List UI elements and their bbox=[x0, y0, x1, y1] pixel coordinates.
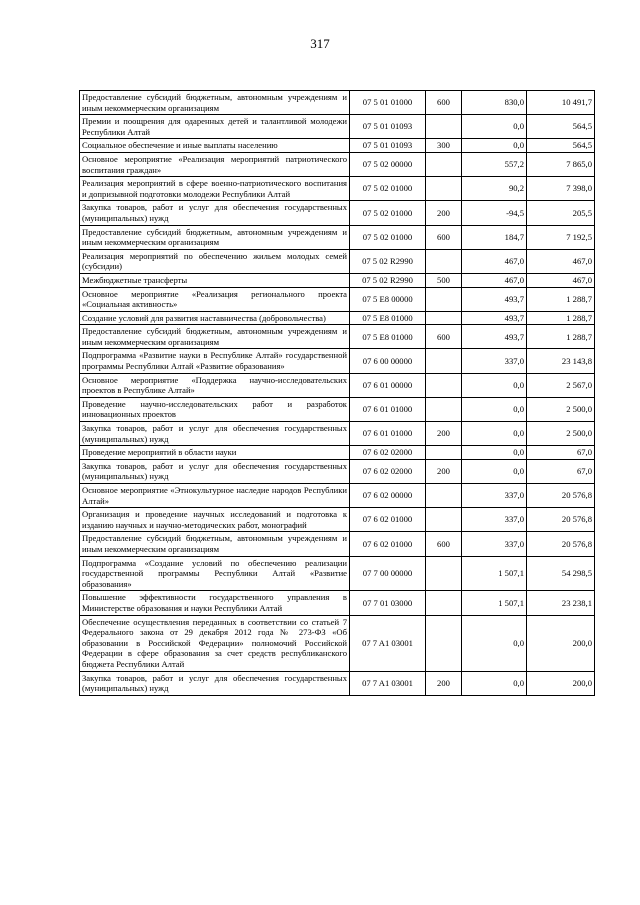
target-article-code-cell: 07 5 02 R2990 bbox=[350, 273, 426, 287]
row-name-cell: Социальное обеспечение и иные выплаты населению bbox=[80, 139, 350, 153]
table-row bbox=[80, 459, 595, 483]
table-row bbox=[80, 615, 595, 671]
table-row bbox=[80, 225, 595, 249]
amount-total-cell: 7 398,0 bbox=[527, 177, 595, 201]
row-name-cell: Создание условий для развития наставничества (добровольчества) bbox=[80, 311, 350, 325]
amount-change-cell: 337,0 bbox=[462, 532, 527, 556]
expense-type-code-cell bbox=[426, 152, 462, 176]
target-article-code-cell: 07 6 01 00000 bbox=[350, 373, 426, 397]
amount-change-cell: 0,0 bbox=[462, 139, 527, 153]
row-name-cell: Основное мероприятие «Поддержка научно-исследовательских проектов в Республике Алтай» bbox=[80, 373, 350, 397]
target-article-code-cell: 07 6 02 01000 bbox=[350, 508, 426, 532]
expense-type-code-cell bbox=[426, 311, 462, 325]
table-row bbox=[80, 152, 595, 176]
table-row bbox=[80, 287, 595, 311]
amount-total-cell: 10 491,7 bbox=[527, 91, 595, 115]
expense-type-code-cell bbox=[426, 177, 462, 201]
amount-total-cell: 1 288,7 bbox=[527, 325, 595, 349]
amount-change-cell: 337,0 bbox=[462, 349, 527, 373]
expense-type-code-cell bbox=[426, 287, 462, 311]
row-name-cell: Реализация мероприятий в сфере военно-патриотического воспитания и допризывной подготовки молодежи Республики Алтай bbox=[80, 177, 350, 201]
row-name-cell: Закупка товаров, работ и услуг для обеспечения государственных (муниципальных) нужд bbox=[80, 422, 350, 446]
table-row bbox=[80, 139, 595, 153]
amount-change-cell: 0,0 bbox=[462, 459, 527, 483]
amount-change-cell: 1 507,1 bbox=[462, 556, 527, 591]
expense-type-code-cell bbox=[426, 115, 462, 139]
amount-total-cell: 467,0 bbox=[527, 249, 595, 273]
amount-change-cell: -94,5 bbox=[462, 201, 527, 225]
amount-total-cell: 205,5 bbox=[527, 201, 595, 225]
amount-total-cell: 2 500,0 bbox=[527, 422, 595, 446]
row-name-cell: Предоставление субсидий бюджетным, автономным учреждениям и иным некоммерческим организациям bbox=[80, 532, 350, 556]
amount-total-cell: 20 576,8 bbox=[527, 508, 595, 532]
target-article-code-cell: 07 5 01 01093 bbox=[350, 115, 426, 139]
amount-total-cell: 1 288,7 bbox=[527, 287, 595, 311]
expense-type-code-cell: 600 bbox=[426, 325, 462, 349]
amount-total-cell: 67,0 bbox=[527, 459, 595, 483]
expense-type-code-cell: 600 bbox=[426, 532, 462, 556]
amount-change-cell: 0,0 bbox=[462, 446, 527, 460]
target-article-code-cell: 07 5 02 01000 bbox=[350, 201, 426, 225]
amount-change-cell: 830,0 bbox=[462, 91, 527, 115]
amount-change-cell: 0,0 bbox=[462, 397, 527, 421]
amount-change-cell: 557,2 bbox=[462, 152, 527, 176]
expense-type-code-cell: 200 bbox=[426, 459, 462, 483]
amount-change-cell: 337,0 bbox=[462, 484, 527, 508]
table-row bbox=[80, 201, 595, 225]
row-name-cell: Закупка товаров, работ и услуг для обеспечения государственных (муниципальных) нужд bbox=[80, 201, 350, 225]
expense-type-code-cell: 600 bbox=[426, 225, 462, 249]
expense-type-code-cell bbox=[426, 556, 462, 591]
row-name-cell: Предоставление субсидий бюджетным, автономным учреждениям и иным некоммерческим организациям bbox=[80, 225, 350, 249]
amount-change-cell: 0,0 bbox=[462, 373, 527, 397]
target-article-code-cell: 07 5 02 01000 bbox=[350, 225, 426, 249]
expense-type-code-cell bbox=[426, 349, 462, 373]
amount-total-cell: 7 192,5 bbox=[527, 225, 595, 249]
row-name-cell: Проведение мероприятий в области науки bbox=[80, 446, 350, 460]
table-row bbox=[80, 349, 595, 373]
expense-type-code-cell bbox=[426, 484, 462, 508]
target-article-code-cell: 07 5 02 00000 bbox=[350, 152, 426, 176]
row-name-cell: Подпрограмма «Создание условий по обеспечению реализации государственной программы Республики Алтай «Развитие образования» bbox=[80, 556, 350, 591]
row-name-cell: Предоставление субсидий бюджетным, автономным учреждениям и иным некоммерческим организациям bbox=[80, 91, 350, 115]
expense-type-code-cell bbox=[426, 249, 462, 273]
amount-total-cell: 2 567,0 bbox=[527, 373, 595, 397]
table-row bbox=[80, 311, 595, 325]
amount-total-cell: 564,5 bbox=[527, 139, 595, 153]
amount-change-cell: 90,2 bbox=[462, 177, 527, 201]
target-article-code-cell: 07 5 01 01093 bbox=[350, 139, 426, 153]
amount-change-cell: 1 507,1 bbox=[462, 591, 527, 615]
amount-change-cell: 493,7 bbox=[462, 287, 527, 311]
target-article-code-cell: 07 6 02 01000 bbox=[350, 532, 426, 556]
amount-change-cell: 184,7 bbox=[462, 225, 527, 249]
table-row bbox=[80, 446, 595, 460]
row-name-cell: Межбюджетные трансферты bbox=[80, 273, 350, 287]
expense-type-code-cell bbox=[426, 446, 462, 460]
target-article-code-cell: 07 6 01 01000 bbox=[350, 422, 426, 446]
table-row bbox=[80, 422, 595, 446]
amount-change-cell: 493,7 bbox=[462, 311, 527, 325]
table-row bbox=[80, 177, 595, 201]
expense-type-code-cell: 300 bbox=[426, 139, 462, 153]
row-name-cell: Предоставление субсидий бюджетным, автономным учреждениям и иным некоммерческим организациям bbox=[80, 325, 350, 349]
amount-total-cell: 467,0 bbox=[527, 273, 595, 287]
table-row bbox=[80, 249, 595, 273]
table-row bbox=[80, 591, 595, 615]
expense-type-code-cell bbox=[426, 615, 462, 671]
row-name-cell: Повышение эффективности государственного управления в Министерстве образования и науки Республики Алтай bbox=[80, 591, 350, 615]
expense-type-code-cell: 600 bbox=[426, 91, 462, 115]
amount-total-cell: 564,5 bbox=[527, 115, 595, 139]
amount-total-cell: 1 288,7 bbox=[527, 311, 595, 325]
row-name-cell: Реализация мероприятий по обеспечению жильем молодых семей (субсидии) bbox=[80, 249, 350, 273]
amount-total-cell: 23 238,1 bbox=[527, 591, 595, 615]
target-article-code-cell: 07 5 02 01000 bbox=[350, 177, 426, 201]
amount-total-cell: 20 576,8 bbox=[527, 532, 595, 556]
amount-change-cell: 0,0 bbox=[462, 422, 527, 446]
table-row bbox=[80, 508, 595, 532]
amount-total-cell: 2 500,0 bbox=[527, 397, 595, 421]
expense-type-code-cell bbox=[426, 397, 462, 421]
row-name-cell: Подпрограмма «Развитие науки в Республике Алтай» государственной программы Республики Алтай «Развитие образования» bbox=[80, 349, 350, 373]
table-row bbox=[80, 556, 595, 591]
row-name-cell: Организация и проведение научных исследований и подготовка к изданию научных и научно-методических работ, монографий bbox=[80, 508, 350, 532]
amount-total-cell: 200,0 bbox=[527, 615, 595, 671]
amount-total-cell: 23 143,8 bbox=[527, 349, 595, 373]
amount-change-cell: 0,0 bbox=[462, 615, 527, 671]
table-row bbox=[80, 484, 595, 508]
table-row bbox=[80, 397, 595, 421]
amount-change-cell: 467,0 bbox=[462, 273, 527, 287]
table-row bbox=[80, 273, 595, 287]
table-row bbox=[80, 91, 595, 115]
amount-change-cell: 337,0 bbox=[462, 508, 527, 532]
expense-type-code-cell bbox=[426, 508, 462, 532]
amount-change-cell: 467,0 bbox=[462, 249, 527, 273]
target-article-code-cell: 07 5 01 01000 bbox=[350, 91, 426, 115]
target-article-code-cell: 07 6 00 00000 bbox=[350, 349, 426, 373]
target-article-code-cell: 07 6 02 00000 bbox=[350, 484, 426, 508]
amount-change-cell: 493,7 bbox=[462, 325, 527, 349]
amount-total-cell: 67,0 bbox=[527, 446, 595, 460]
target-article-code-cell: 07 7 01 03000 bbox=[350, 591, 426, 615]
amount-total-cell: 20 576,8 bbox=[527, 484, 595, 508]
expense-type-code-cell: 200 bbox=[426, 422, 462, 446]
table-row bbox=[80, 115, 595, 139]
row-name-cell: Закупка товаров, работ и услуг для обеспечения государственных (муниципальных) нужд bbox=[80, 671, 350, 695]
expense-type-code-cell: 200 bbox=[426, 201, 462, 225]
target-article-code-cell: 07 5 E8 00000 bbox=[350, 287, 426, 311]
table-row bbox=[80, 671, 595, 695]
row-name-cell: Закупка товаров, работ и услуг для обеспечения государственных (муниципальных) нужд bbox=[80, 459, 350, 483]
table-row bbox=[80, 325, 595, 349]
target-article-code-cell: 07 5 02 R2990 bbox=[350, 249, 426, 273]
target-article-code-cell: 07 6 01 01000 bbox=[350, 397, 426, 421]
target-article-code-cell: 07 7 A1 03001 bbox=[350, 615, 426, 671]
row-name-cell: Основное мероприятие «Реализация мероприятий патриотического воспитания граждан» bbox=[80, 152, 350, 176]
target-article-code-cell: 07 7 00 00000 bbox=[350, 556, 426, 591]
target-article-code-cell: 07 6 02 02000 bbox=[350, 446, 426, 460]
amount-total-cell: 7 865,0 bbox=[527, 152, 595, 176]
expense-type-code-cell: 500 bbox=[426, 273, 462, 287]
target-article-code-cell: 07 5 E8 01000 bbox=[350, 311, 426, 325]
row-name-cell: Проведение научно-исследовательских работ и разработок инновационных проектов bbox=[80, 397, 350, 421]
expense-type-code-cell bbox=[426, 373, 462, 397]
page-number: 317 bbox=[310, 36, 330, 51]
target-article-code-cell: 07 7 A1 03001 bbox=[350, 671, 426, 695]
target-article-code-cell: 07 6 02 02000 bbox=[350, 459, 426, 483]
row-name-cell: Основное мероприятие «Этнокультурное наследие народов Республики Алтай» bbox=[80, 484, 350, 508]
row-name-cell: Основное мероприятие «Реализация регионального проекта «Социальная активность» bbox=[80, 287, 350, 311]
amount-change-cell: 0,0 bbox=[462, 115, 527, 139]
expense-type-code-cell: 200 bbox=[426, 671, 462, 695]
budget-table-body bbox=[80, 91, 595, 696]
amount-total-cell: 54 298,5 bbox=[527, 556, 595, 591]
amount-total-cell: 200,0 bbox=[527, 671, 595, 695]
budget-table bbox=[79, 90, 595, 696]
amount-change-cell: 0,0 bbox=[462, 671, 527, 695]
table-row bbox=[80, 373, 595, 397]
target-article-code-cell: 07 5 E8 01000 bbox=[350, 325, 426, 349]
table-row bbox=[80, 532, 595, 556]
row-name-cell: Премии и поощрения для одаренных детей и талантливой молодежи Республики Алтай bbox=[80, 115, 350, 139]
expense-type-code-cell bbox=[426, 591, 462, 615]
row-name-cell: Обеспечение осуществления переданных в соответствии со статьей 7 Федерального закона от 29 декабря 2012 года № 273-ФЗ «Об образовании в Российской Федерации» полномочий Российской Федерации в сфере образования за счет средств республиканского бюджета Республики Алтай bbox=[80, 615, 350, 671]
